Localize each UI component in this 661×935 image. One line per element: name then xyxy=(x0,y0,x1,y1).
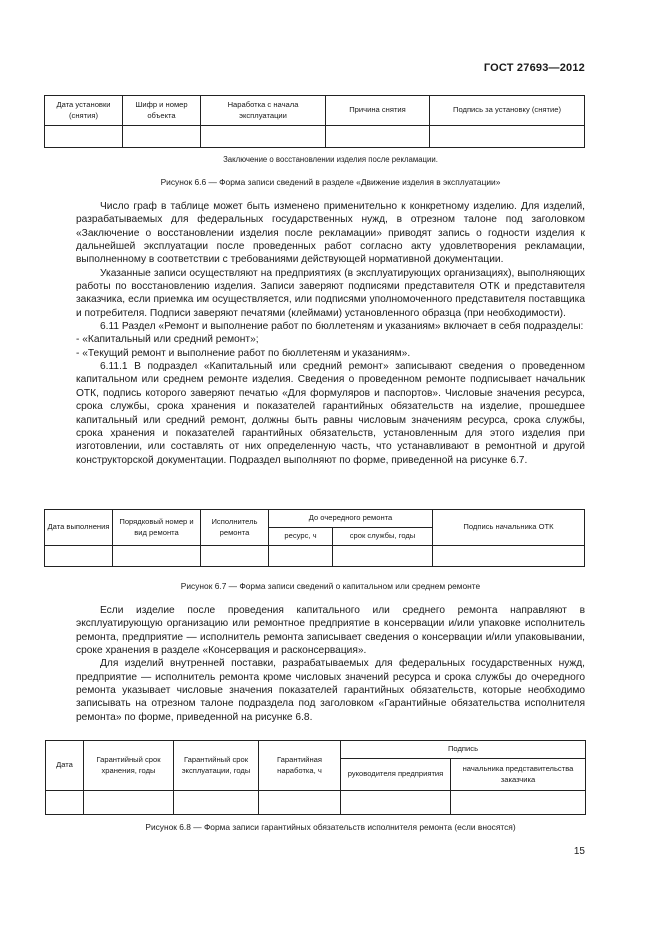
empty-cell xyxy=(45,126,123,148)
header-cell: До очередного ремонта xyxy=(269,510,433,528)
paragraph: Число граф в таблице может быть изменено применительно к конкретному изделию. Для изделий, разрабатываемых для федеральных государственных нужд, в отрезном талоне под заголовком «Заключение о восстановлении изделия после рекламации» приводят запись о годности изделия к дальнейшей эксплуатации после проведенных работ согласно акту удовлетворения рекламации, выполненному в соответствии с требованиями действующей нормативной документации. xyxy=(76,201,585,266)
header-cell: начальника представительства заказчика xyxy=(451,759,586,791)
empty-cell xyxy=(123,126,201,148)
conclusion-label: Заключение о восстановлении изделия после рекламации. xyxy=(223,155,438,164)
header-cell: Дата установки (снятия) xyxy=(45,96,123,126)
header-cell: Подпись начальника ОТК xyxy=(433,510,585,546)
figure-caption-6-8: Рисунок 6.8 — Форма записи гарантийных обязательств исполнителя ремонта (если вносятся) xyxy=(145,822,516,832)
header-cell: Причина снятия xyxy=(326,96,430,126)
empty-cell xyxy=(433,546,585,567)
header-cell: Гарантийный срок хранения, годы xyxy=(84,741,174,791)
paragraph: 6.11 Раздел «Ремонт и выполнение работ по бюллетеням и указаниям» включает в себя подразделы: xyxy=(100,321,584,333)
empty-cell xyxy=(174,791,259,815)
header-cell: ресурс, ч xyxy=(269,528,333,546)
form-table-6-8 xyxy=(45,740,586,815)
form-table-6-7 xyxy=(44,509,585,567)
empty-cell xyxy=(451,791,586,815)
paragraph: Если изделие после проведения капитального или среднего ремонта направляют в эксплуатирующую организацию или ремонтное предприятие в консервации и/или упаковке исполнитель ремонта, предприятие — исполнитель ремонта записывает сведения о консервации и/или упаковывании, сроке хранения в разделе «Консервация и расконсервация». xyxy=(76,605,585,657)
empty-cell xyxy=(45,546,113,567)
body-text-section-1 xyxy=(76,200,585,467)
empty-cell xyxy=(46,791,84,815)
page-number: 15 xyxy=(573,846,585,857)
header-cell: Дата выполнения xyxy=(45,510,113,546)
empty-cell xyxy=(269,546,333,567)
header-cell: Порядковый номер и вид ремонта xyxy=(113,510,201,546)
empty-cell xyxy=(201,126,326,148)
paragraph: 6.11.1 В подраздел «Капитальный или средний ремонт» записывают сведения о проведенном капитальном или среднем ремонте изделия. Сведения о проведенном ремонте подписывает начальник ОТК, подпись которого заверяют печатью «Для формуляров и паспортов». Числовые значения ресурса, срока службы, срока хранения и показателей гарантийных обязательств на изделие, прошедшее капитальный или средний ремонт, должны быть равны числовым значениям ресурса, срока службы, срока хранения и показателей гарантийных обязательств, установленным для этого изделия при изготовлении, или составлять от них определенную часть, что устанавливают в ремонтной и другой конструкторской документации. Подраздел выполняют по форме, приведенной на рисунке 6.7. xyxy=(76,361,585,466)
empty-cell xyxy=(113,546,201,567)
figure-caption-6-6: Рисунок 6.6 — Форма записи сведений в разделе «Движение изделия в эксплуатации» xyxy=(160,177,501,187)
header-cell: Подпись за установку (снятие) xyxy=(430,96,585,126)
header-cell: Наработка с начала эксплуатации xyxy=(201,96,326,126)
paragraph: Для изделий внутренней поставки, разрабатываемых для федеральных государственных нужд, предприятие — исполнитель ремонта кроме числовых значений ресурса и срока службы до очередного ремонта указывает числовые значения показателей гарантийных обязательств, которые необходимо записывать на отрезном талоне подраздела под заголовком «Гарантийные обязательства исполнителя ремонта» по форме, приведенной на рисунке 6.8. xyxy=(76,658,585,723)
empty-cell xyxy=(430,126,585,148)
header-cell: Гарантийная наработка, ч xyxy=(259,741,341,791)
header-cell: Гарантийный срок эксплуатации, годы xyxy=(174,741,259,791)
body-text-section-2 xyxy=(76,604,585,724)
header-cell: Подпись xyxy=(341,741,586,759)
form-table-6-6 xyxy=(44,95,585,148)
empty-cell xyxy=(84,791,174,815)
empty-cell xyxy=(333,546,433,567)
empty-cell xyxy=(201,546,269,567)
header-cell: Исполнитель ремонта xyxy=(201,510,269,546)
list-item: - «Капитальный или средний ремонт»; xyxy=(76,334,259,346)
header-cell: руководителя предприятия xyxy=(341,759,451,791)
empty-cell xyxy=(341,791,451,815)
empty-cell xyxy=(326,126,430,148)
paragraph: Указанные записи осуществляют на предприятиях (в эксплуатирующих организациях), выполняющих работы по восстановлению изделия. Записи заверяют подписями представителя ОТК и представителя заказчика, если приемка им осуществляется, или подписями уполномоченного представителя поставщика и потребителя. Подписи заверяют печатями (клеймами) установленного образца (при необходимости). xyxy=(76,267,585,319)
figure-caption-6-7: Рисунок 6.7 — Форма записи сведений о капитальном или среднем ремонте xyxy=(180,581,481,591)
list-item: - «Текущий ремонт и выполнение работ по бюллетеням и указаниям». xyxy=(76,347,411,359)
header-cell: срок службы, годы xyxy=(333,528,433,546)
header-cell: Шифр и номер объекта xyxy=(123,96,201,126)
empty-cell xyxy=(259,791,341,815)
document-code: ГОСТ 27693—2012 xyxy=(483,62,585,74)
header-cell: Дата xyxy=(46,741,84,791)
